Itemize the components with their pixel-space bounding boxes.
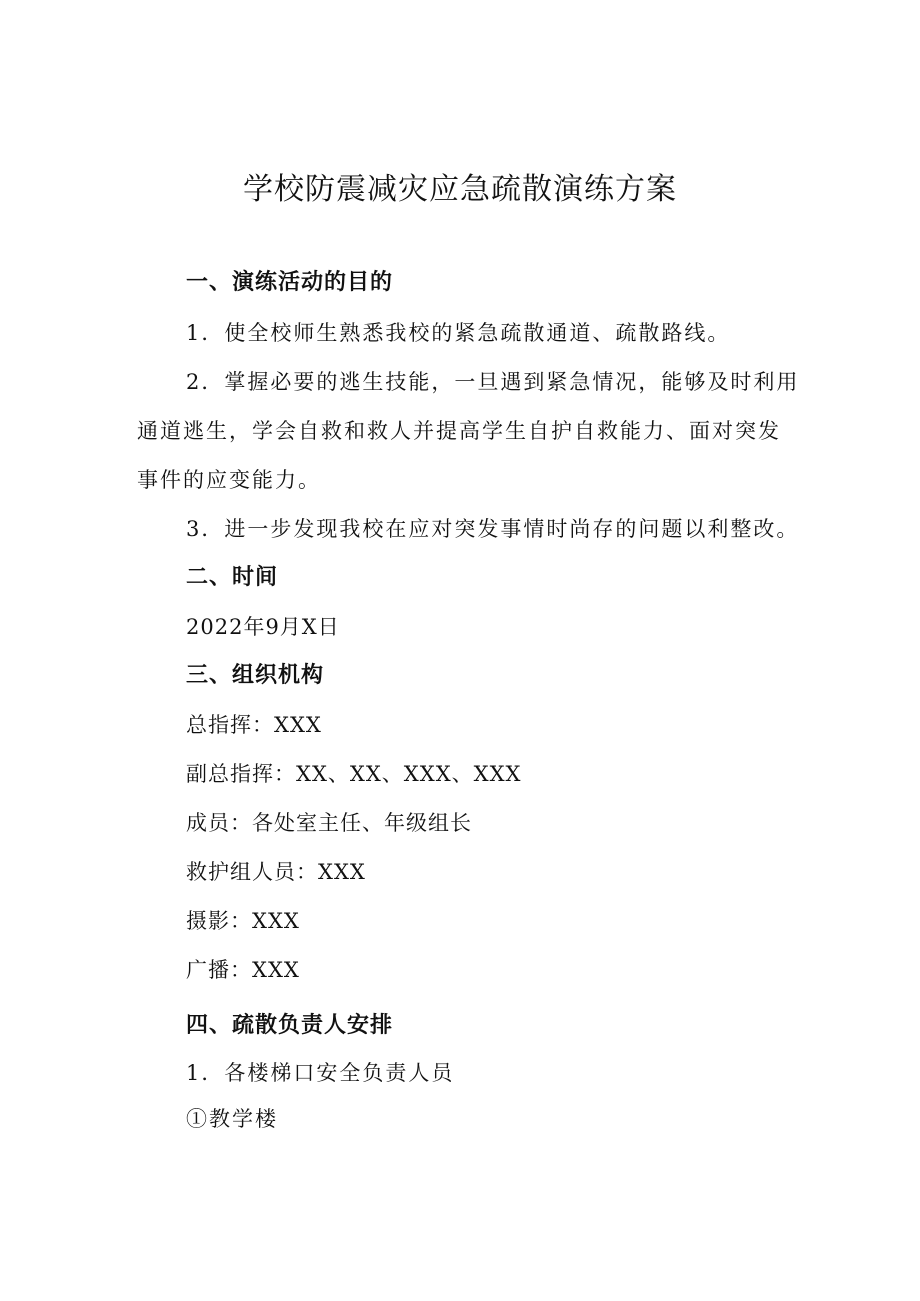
paragraph-purpose-2-line2: 通道逃生，学会自救和救人并提高学生自护自救能力、面对突发	[137, 419, 781, 443]
section-heading-evacuation: 四、疏散负责人安排	[186, 1013, 394, 1038]
paragraph-purpose-2-line3: 事件的应变能力。	[137, 468, 321, 492]
org-commander: 总指挥：XXX	[186, 713, 322, 737]
org-members: 成员：各处室主任、年级组长	[186, 811, 472, 835]
evacuation-item-1: 1．各楼梯口安全负责人员	[186, 1061, 455, 1085]
org-broadcast: 广播：XXX	[186, 958, 300, 982]
org-photography: 摄影：XXX	[186, 909, 300, 933]
evacuation-subitem-teaching-building: ①教学楼	[186, 1107, 278, 1131]
org-rescue-team: 救护组人员：XXX	[186, 860, 366, 884]
section-heading-time: 二、时间	[186, 565, 279, 590]
paragraph-purpose-1: 1．使全校师生熟悉我校的紧急疏散通道、疏散路线。	[186, 321, 731, 345]
section-heading-organization: 三、组织机构	[186, 663, 325, 688]
paragraph-purpose-3: 3．进一步发现我校在应对突发事情时尚存的问题以利整改。	[186, 517, 800, 541]
section-heading-purpose: 一、演练活动的目的	[186, 270, 394, 295]
drill-date: 2022年9月X日	[186, 615, 340, 639]
document-title: 学校防震减灾应急疏散演练方案	[243, 172, 677, 207]
org-deputy-commander: 副总指挥：XX、XX、XXX、XXX	[186, 762, 522, 786]
paragraph-purpose-2-line1: 2．掌握必要的逃生技能，一旦遇到紧急情况，能够及时利用	[186, 370, 800, 394]
